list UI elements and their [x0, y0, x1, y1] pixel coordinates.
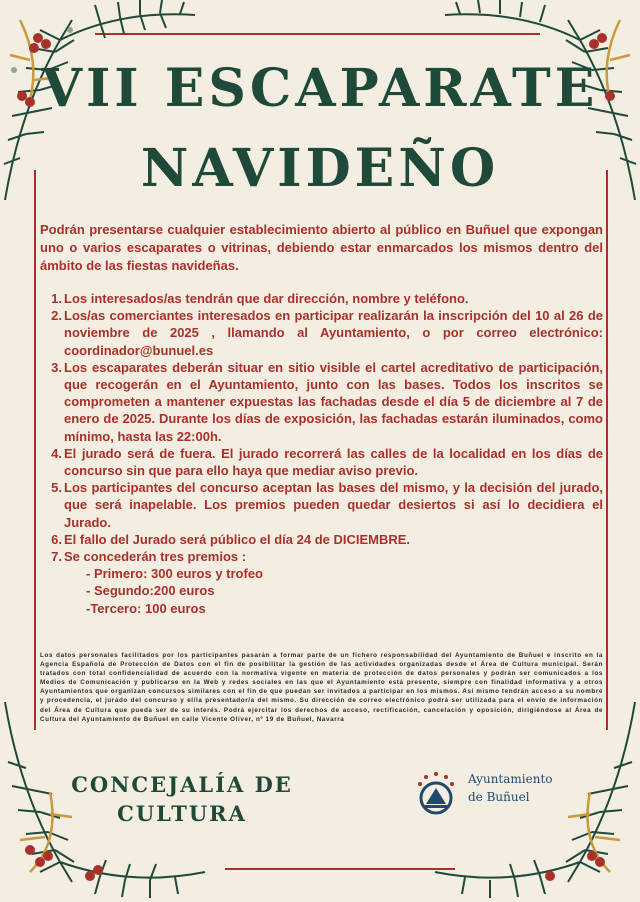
rule-text: El jurado será de fuera. El jurado recorrerá las calles de la localidad en los días de concurso sin que para ello haya que mediar aviso previo. — [64, 445, 603, 479]
rule-number: 3. — [51, 359, 62, 375]
rule-number: 1. — [51, 291, 62, 306]
list-item — [40, 307, 603, 359]
concejalia-line2: CULTURA — [117, 801, 247, 826]
frame-bottom-line — [225, 868, 455, 870]
prize-item — [40, 600, 603, 617]
rule-number: 7. — [51, 549, 62, 565]
prize-item — [40, 582, 603, 599]
prize-second: - Segundo:200 euros — [86, 583, 215, 599]
rule-text: Se concederán tres premios : — [64, 549, 247, 565]
rule-number: 4. — [51, 445, 62, 461]
municipal-crest-icon — [414, 770, 458, 818]
list-item — [40, 531, 603, 548]
logo-text-line2: de Buñuel — [468, 790, 530, 804]
list-item — [40, 359, 603, 445]
list-item — [40, 548, 603, 565]
concejalia-line1: CONCEJALÍA DE — [71, 772, 293, 797]
frame-left-line — [34, 170, 36, 730]
prize-item — [40, 565, 603, 582]
poster-title-line1: VII ESCAPARATE — [41, 58, 599, 119]
frame-right-line — [606, 170, 608, 730]
rule-text: El fallo del Jurado será público el día 24 de DICIEMBRE. — [64, 531, 411, 547]
ayuntamiento-logo — [414, 770, 574, 820]
logo-text-line1: Ayuntamiento — [468, 772, 553, 786]
rule-number: 2. — [51, 308, 62, 324]
privacy-notice: Los datos personales facilitados por los participantes pasarán a formar parte de un fichero responsabilidad del Ayuntamiento de Buñuel e inscrito en la Agencia Española de Protección de Datos con el fin de posibilitar la gestión de las actividades organizadas desde el Área de Cultura municipal. Serán tratados con total confidencialidad de acuerdo con la normativa vigente en materia de protección de datos personales y podrán ser comunicados a los Medios de Comunicación y publicarse en la Web y redes sociales en las que el Ayuntamiento está presente, siempre con finalidad informativa y a otros Ayuntamientos que organizan concursos similares con el fin de que puedan ser invitados a participar en los mismos. Así mismo tendrán acceso a su nombre y procedencia, el jurado del concurso y el/la presentador/a del mismo. Su dirección de correo electrónico podrá ser utilizada para el envío de información del Área de Cultura que pueda ser de su interés. Podrá ejercitar los derechos de acceso, rectificación, cancelación y oposición, dirigiéndose al Área de Cultura del Ayuntamiento de Buñuel en calle Vicente Oliver, nº 19 de Buñuel, Navarra — [40, 652, 603, 723]
rule-text: Los interesados/as tendrán que dar dirección, nombre y teléfono. — [64, 291, 469, 306]
rule-text: Los/as comerciantes interesados en participar realizarán la inscripción del 10 al 26 de noviembre de 2025 , llamando al Ayuntamiento, o por correo electrónico: coordinador@bunuel.es — [64, 308, 603, 358]
rule-number: 5. — [51, 480, 62, 496]
prize-first: - Primero: 300 euros y trofeo — [86, 566, 263, 582]
rule-text: Los escaparates deberán situar en sitio visible el cartel acreditativo de participación, que recogerán en el Ayuntamiento, junto con las bases. Todos los inscritos se comprometen a mantener expuestas las fachadas desde el día 5 de diciembre al 7 de enero de 2025. Durante los días de exposición, las fachadas estarán iluminados, como mínimo, hasta las 22:00h. — [64, 359, 603, 444]
list-item — [40, 479, 603, 531]
rule-number: 6. — [51, 531, 62, 547]
list-item — [40, 290, 603, 307]
poster-title-line2: NAVIDEÑO — [140, 138, 500, 199]
rule-text: Los participantes del concurso aceptan las bases del mismo, y la decisión del jurado, que será inapelable. Los premios pueden quedar desiertos si así lo decidiera el Jurado. — [64, 480, 603, 530]
list-item — [40, 445, 603, 479]
concejalia-label — [62, 770, 302, 828]
intro-paragraph: Podrán presentarse cualquier establecimiento abierto al público en Buñuel que expongan uno o varios escaparates o vitrinas, debiendo estar enmarcados los mismos dentro del ámbito de las fiestas navideñas. — [40, 222, 603, 273]
rules-list — [40, 290, 603, 617]
prize-third: -Tercero: 100 euros — [86, 600, 206, 616]
